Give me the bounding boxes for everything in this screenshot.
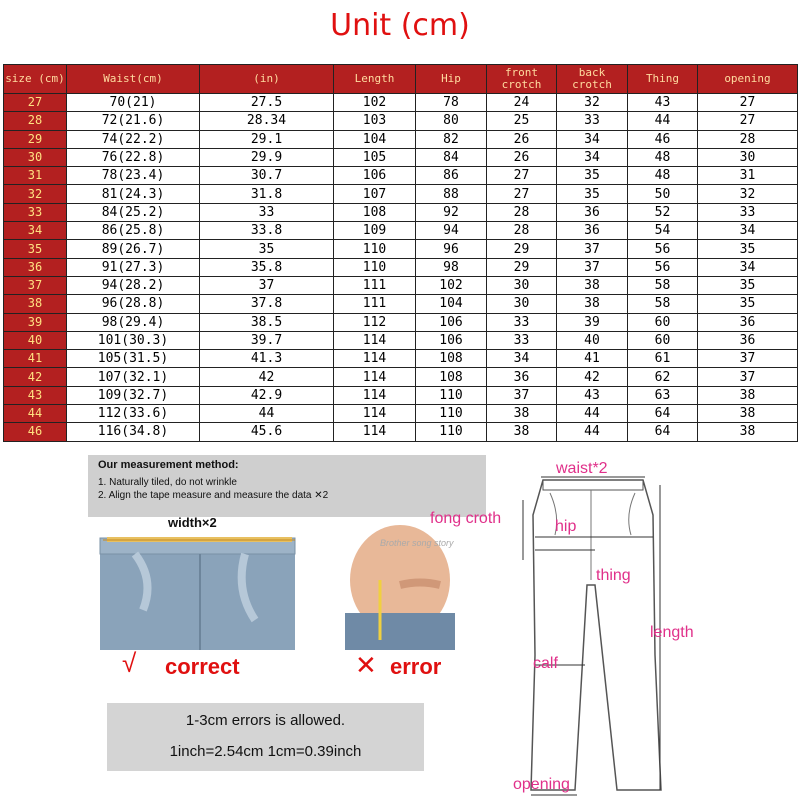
table-cell: 37 xyxy=(698,350,798,368)
table-cell: 30 xyxy=(487,276,557,294)
size-cell: 43 xyxy=(4,386,67,404)
size-table xyxy=(3,64,798,442)
table-cell: 105 xyxy=(334,148,416,166)
table-cell: 104 xyxy=(334,130,416,148)
size-cell: 30 xyxy=(4,148,67,166)
table-cell: 78 xyxy=(416,94,487,112)
size-cell: 27 xyxy=(4,94,67,112)
table-cell: 109(32.7) xyxy=(67,386,200,404)
table-cell: 63 xyxy=(628,386,698,404)
table-cell: 96 xyxy=(416,240,487,258)
opening-label: opening xyxy=(513,776,570,793)
table-cell: 38 xyxy=(698,405,798,423)
table-cell: 37 xyxy=(557,258,628,276)
method-heading: Our measurement method: xyxy=(98,459,239,471)
table-cell: 35 xyxy=(698,240,798,258)
table-cell: 56 xyxy=(628,240,698,258)
table-cell: 36 xyxy=(698,331,798,349)
table-cell: 41.3 xyxy=(200,350,334,368)
table-cell: 70(21) xyxy=(67,94,200,112)
table-row xyxy=(4,185,798,203)
table-cell: 26 xyxy=(487,130,557,148)
table-cell: 36 xyxy=(557,222,628,240)
table-cell: 34 xyxy=(487,350,557,368)
table-cell: 101(30.3) xyxy=(67,331,200,349)
size-cell: 41 xyxy=(4,350,67,368)
table-cell: 37 xyxy=(698,368,798,386)
table-cell: 110 xyxy=(334,240,416,258)
table-cell: 30 xyxy=(698,148,798,166)
table-header-row xyxy=(4,65,798,94)
table-cell: 33 xyxy=(200,203,334,221)
table-cell: 52 xyxy=(628,203,698,221)
watermark: Brother song story xyxy=(380,538,454,548)
table-cell: 40 xyxy=(557,331,628,349)
column-header: front crotch xyxy=(487,65,557,94)
table-cell: 94 xyxy=(416,222,487,240)
table-row xyxy=(4,331,798,349)
table-cell: 116(34.8) xyxy=(67,423,200,441)
table-cell: 38.5 xyxy=(200,313,334,331)
table-cell: 43 xyxy=(557,386,628,404)
table-row xyxy=(4,130,798,148)
table-cell: 96(28.8) xyxy=(67,295,200,313)
table-cell: 114 xyxy=(334,423,416,441)
method-step-1: 1. Naturally tiled, do not wrinkle xyxy=(98,477,237,488)
table-cell: 42 xyxy=(200,368,334,386)
table-cell: 44 xyxy=(628,112,698,130)
check-icon: √ xyxy=(122,648,137,678)
table-cell: 33 xyxy=(487,331,557,349)
table-cell: 104 xyxy=(416,295,487,313)
column-header: back crotch xyxy=(557,65,628,94)
table-row xyxy=(4,222,798,240)
table-cell: 28 xyxy=(487,222,557,240)
table-row xyxy=(4,148,798,166)
table-cell: 31.8 xyxy=(200,185,334,203)
table-cell: 108 xyxy=(416,350,487,368)
table-cell: 48 xyxy=(628,167,698,185)
table-cell: 28.34 xyxy=(200,112,334,130)
size-cell: 28 xyxy=(4,112,67,130)
correct-label: correct xyxy=(165,654,240,679)
table-cell: 29 xyxy=(487,258,557,276)
size-cell: 37 xyxy=(4,276,67,294)
table-cell: 30 xyxy=(487,295,557,313)
table-cell: 34 xyxy=(698,258,798,276)
table-cell: 89(26.7) xyxy=(67,240,200,258)
column-header: Thing xyxy=(628,65,698,94)
table-cell: 45.6 xyxy=(200,423,334,441)
table-cell: 42.9 xyxy=(200,386,334,404)
size-cell: 29 xyxy=(4,130,67,148)
waist-label: waist*2 xyxy=(556,460,608,477)
table-cell: 108 xyxy=(416,368,487,386)
hip-label: hip xyxy=(555,518,577,535)
column-header: size (cm) xyxy=(4,65,67,94)
size-cell: 38 xyxy=(4,295,67,313)
table-cell: 84 xyxy=(416,148,487,166)
table-cell: 111 xyxy=(334,276,416,294)
table-cell: 109 xyxy=(334,222,416,240)
table-cell: 26 xyxy=(487,148,557,166)
table-cell: 28 xyxy=(698,130,798,148)
cross-icon: ✕ xyxy=(355,650,377,680)
size-cell: 42 xyxy=(4,368,67,386)
table-cell: 27 xyxy=(698,112,798,130)
method-step-2: 2. Align the tape measure and measure the data ✕2 xyxy=(98,490,329,501)
table-cell: 38 xyxy=(698,386,798,404)
table-row xyxy=(4,112,798,130)
table-cell: 114 xyxy=(334,331,416,349)
table-cell: 34 xyxy=(698,222,798,240)
table-cell: 37 xyxy=(200,276,334,294)
column-header: (in) xyxy=(200,65,334,94)
column-header: Length xyxy=(334,65,416,94)
table-cell: 38 xyxy=(487,423,557,441)
table-cell: 37.8 xyxy=(200,295,334,313)
table-cell: 27 xyxy=(487,167,557,185)
measurement-method-box xyxy=(88,455,486,517)
table-cell: 110 xyxy=(334,258,416,276)
table-row xyxy=(4,350,798,368)
table-cell: 78(23.4) xyxy=(67,167,200,185)
column-header: opening xyxy=(698,65,798,94)
table-cell: 24 xyxy=(487,94,557,112)
size-cell: 33 xyxy=(4,203,67,221)
size-cell: 46 xyxy=(4,423,67,441)
table-cell: 107 xyxy=(334,185,416,203)
table-cell: 107(32.1) xyxy=(67,368,200,386)
table-cell: 94(28.2) xyxy=(67,276,200,294)
conversion-note: 1inch=2.54cm 1cm=0.39inch xyxy=(169,743,362,760)
table-cell: 34 xyxy=(557,130,628,148)
table-cell: 50 xyxy=(628,185,698,203)
error-label: error xyxy=(390,654,442,679)
table-cell: 35 xyxy=(200,240,334,258)
table-row xyxy=(4,94,798,112)
table-cell: 58 xyxy=(628,276,698,294)
table-cell: 29 xyxy=(487,240,557,258)
table-cell: 98(29.4) xyxy=(67,313,200,331)
size-cell: 36 xyxy=(4,258,67,276)
errors-note: 1-3cm errors is allowed. xyxy=(185,712,346,729)
size-cell: 44 xyxy=(4,405,67,423)
table-row xyxy=(4,276,798,294)
table-cell: 114 xyxy=(334,368,416,386)
jeans-photo-correct xyxy=(95,520,300,650)
table-row xyxy=(4,423,798,441)
table-cell: 35 xyxy=(698,276,798,294)
size-cell: 35 xyxy=(4,240,67,258)
table-cell: 39 xyxy=(557,313,628,331)
calf-label: calf xyxy=(533,655,558,672)
table-cell: 60 xyxy=(628,331,698,349)
table-cell: 29.1 xyxy=(200,130,334,148)
table-cell: 31 xyxy=(698,167,798,185)
table-cell: 27 xyxy=(487,185,557,203)
table-cell: 102 xyxy=(334,94,416,112)
page-title: Unit (cm) xyxy=(330,8,470,43)
table-cell: 32 xyxy=(557,94,628,112)
table-cell: 61 xyxy=(628,350,698,368)
table-row xyxy=(4,167,798,185)
table-cell: 33.8 xyxy=(200,222,334,240)
table-cell: 29.9 xyxy=(200,148,334,166)
table-cell: 105(31.5) xyxy=(67,350,200,368)
table-row xyxy=(4,295,798,313)
table-cell: 60 xyxy=(628,313,698,331)
errors-note-box xyxy=(107,703,424,771)
size-cell: 39 xyxy=(4,313,67,331)
table-cell: 62 xyxy=(628,368,698,386)
table-cell: 80 xyxy=(416,112,487,130)
table-cell: 64 xyxy=(628,423,698,441)
table-cell: 91(27.3) xyxy=(67,258,200,276)
table-row xyxy=(4,405,798,423)
table-cell: 33 xyxy=(487,313,557,331)
table-cell: 114 xyxy=(334,386,416,404)
table-cell: 76(22.8) xyxy=(67,148,200,166)
table-cell: 41 xyxy=(557,350,628,368)
table-cell: 36 xyxy=(487,368,557,386)
size-cell: 34 xyxy=(4,222,67,240)
table-cell: 82 xyxy=(416,130,487,148)
table-cell: 27 xyxy=(698,94,798,112)
table-cell: 72(21.6) xyxy=(67,112,200,130)
table-cell: 38 xyxy=(557,295,628,313)
size-cell: 40 xyxy=(4,331,67,349)
table-cell: 37 xyxy=(487,386,557,404)
table-cell: 98 xyxy=(416,258,487,276)
table-cell: 114 xyxy=(334,405,416,423)
table-cell: 36 xyxy=(557,203,628,221)
table-cell: 112(33.6) xyxy=(67,405,200,423)
table-cell: 56 xyxy=(628,258,698,276)
table-cell: 35 xyxy=(557,185,628,203)
width-label: width×2 xyxy=(168,515,217,530)
table-cell: 38 xyxy=(557,276,628,294)
table-cell: 33 xyxy=(698,203,798,221)
table-cell: 37 xyxy=(557,240,628,258)
table-cell: 86 xyxy=(416,167,487,185)
table-cell: 74(22.2) xyxy=(67,130,200,148)
table-cell: 110 xyxy=(416,386,487,404)
table-row xyxy=(4,386,798,404)
table-cell: 102 xyxy=(416,276,487,294)
table-cell: 114 xyxy=(334,350,416,368)
table-cell: 106 xyxy=(416,331,487,349)
table-cell: 38 xyxy=(698,423,798,441)
table-cell: 43 xyxy=(628,94,698,112)
size-cell: 32 xyxy=(4,185,67,203)
table-cell: 92 xyxy=(416,203,487,221)
table-cell: 34 xyxy=(557,148,628,166)
table-cell: 27.5 xyxy=(200,94,334,112)
table-cell: 36 xyxy=(698,313,798,331)
table-cell: 35 xyxy=(698,295,798,313)
table-cell: 106 xyxy=(416,313,487,331)
table-cell: 88 xyxy=(416,185,487,203)
table-cell: 46 xyxy=(628,130,698,148)
size-cell: 31 xyxy=(4,167,67,185)
length-label: length xyxy=(650,624,694,641)
table-row xyxy=(4,258,798,276)
column-header: Waist(cm) xyxy=(67,65,200,94)
table-cell: 44 xyxy=(557,423,628,441)
table-cell: 35 xyxy=(557,167,628,185)
table-cell: 103 xyxy=(334,112,416,130)
table-cell: 106 xyxy=(334,167,416,185)
table-cell: 38 xyxy=(487,405,557,423)
table-cell: 81(24.3) xyxy=(67,185,200,203)
fong-croth-label: fong croth xyxy=(430,510,502,527)
table-cell: 110 xyxy=(416,423,487,441)
table-cell: 42 xyxy=(557,368,628,386)
table-cell: 108 xyxy=(334,203,416,221)
table-cell: 39.7 xyxy=(200,331,334,349)
table-cell: 84(25.2) xyxy=(67,203,200,221)
table-cell: 44 xyxy=(557,405,628,423)
table-row xyxy=(4,313,798,331)
table-cell: 30.7 xyxy=(200,167,334,185)
column-header: Hip xyxy=(416,65,487,94)
table-cell: 54 xyxy=(628,222,698,240)
table-cell: 64 xyxy=(628,405,698,423)
table-row xyxy=(4,368,798,386)
table-cell: 32 xyxy=(698,185,798,203)
table-row xyxy=(4,240,798,258)
table-cell: 111 xyxy=(334,295,416,313)
table-cell: 86(25.8) xyxy=(67,222,200,240)
thing-label: thing xyxy=(596,567,631,584)
table-row xyxy=(4,203,798,221)
table-cell: 33 xyxy=(557,112,628,130)
table-cell: 44 xyxy=(200,405,334,423)
table-cell: 58 xyxy=(628,295,698,313)
table-cell: 35.8 xyxy=(200,258,334,276)
table-cell: 28 xyxy=(487,203,557,221)
table-cell: 112 xyxy=(334,313,416,331)
table-cell: 48 xyxy=(628,148,698,166)
table-cell: 25 xyxy=(487,112,557,130)
table-cell: 110 xyxy=(416,405,487,423)
